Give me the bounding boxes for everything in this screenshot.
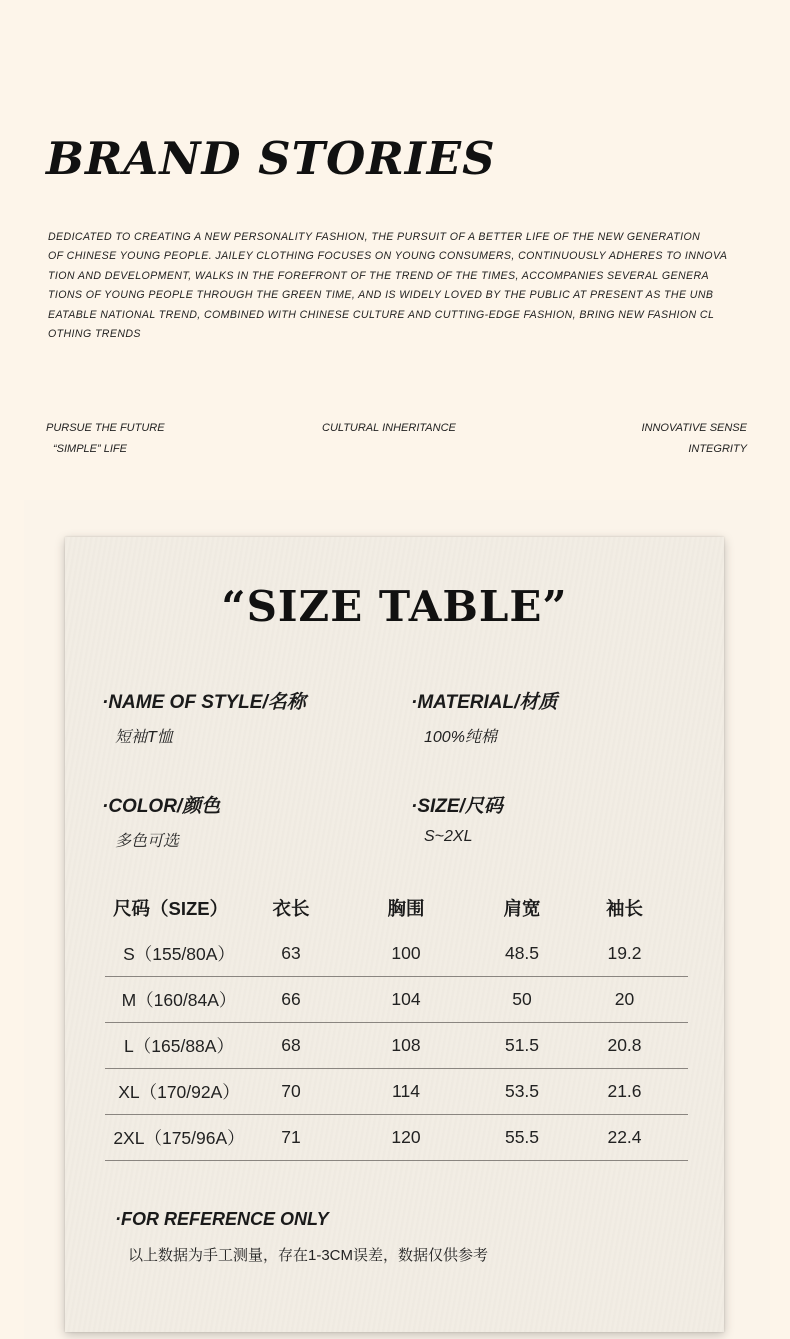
- cell-length: 70: [253, 1069, 329, 1115]
- header-sleeve: 袖长: [605, 898, 643, 919]
- material-label: ·MATERIAL/材质: [411, 692, 558, 713]
- cell-sleeve: 22.4: [561, 1115, 688, 1161]
- size-info: [411, 791, 503, 846]
- style-name-value: 短袖T恤: [115, 729, 173, 746]
- color-label: ·COLOR/颜色: [102, 796, 221, 817]
- table-row: [105, 977, 688, 1023]
- cell-shoulder: 50: [483, 977, 561, 1023]
- cell-length: 68: [253, 1023, 329, 1069]
- cell-size: M（160/84A）: [105, 977, 253, 1023]
- material-info: [411, 687, 557, 747]
- value-left: [46, 418, 165, 460]
- cell-length: 63: [253, 931, 329, 977]
- cell-length: 71: [253, 1115, 329, 1161]
- cell-shoulder: 51.5: [483, 1023, 561, 1069]
- cell-chest: 114: [329, 1069, 483, 1115]
- cell-chest: 108: [329, 1023, 483, 1069]
- cell-size: 2XL（175/96A）: [105, 1115, 253, 1161]
- brand-description-line: OF CHINESE YOUNG PEOPLE. JAILEY CLOTHING FOCUSES ON YOUNG CONSUMERS, CONTINUOUSLY ADHERES TO INNOVA: [48, 250, 728, 263]
- value-integrity: INTEGRITY: [688, 443, 747, 455]
- size-table-card: [65, 537, 724, 1332]
- size-table-title: “SIZE TABLE”: [221, 582, 568, 631]
- style-name-info: [102, 687, 306, 747]
- cell-sleeve: 21.6: [561, 1069, 688, 1115]
- reference-note: [115, 1209, 488, 1265]
- table-row: [105, 1069, 688, 1115]
- value-pursue-future: PURSUE THE FUTURE: [46, 422, 165, 434]
- material-value: 100%纯棉: [424, 729, 497, 746]
- brand-description-line: DEDICATED TO CREATING A NEW PERSONALITY FASHION, THE PURSUIT OF A BETTER LIFE OF THE NEW GENERATION: [48, 231, 701, 243]
- header-length: 衣长: [272, 898, 310, 919]
- cell-chest: 104: [329, 977, 483, 1023]
- cell-shoulder: 48.5: [483, 931, 561, 977]
- cell-length: 66: [253, 977, 329, 1023]
- value-cultural-inheritance: CULTURAL INHERITANCE: [322, 422, 456, 434]
- value-simple-life: “SIMPLE” LIFE: [53, 443, 127, 455]
- table-row: [105, 931, 688, 977]
- color-info: [102, 791, 220, 851]
- brand-description-line: EATABLE NATIONAL TREND, COMBINED WITH CHINESE CULTURE AND CUTTING-EDGE FASHION, BRING NEW FASHION CL: [48, 308, 715, 321]
- value-innovative-sense: INNOVATIVE SENSE: [641, 422, 747, 434]
- cell-size: XL（170/92A）: [105, 1069, 253, 1115]
- table-header-row: [105, 885, 688, 931]
- brand-stories-title: BRAND STORIES: [46, 132, 496, 185]
- cell-sleeve: 20: [561, 977, 688, 1023]
- brand-description-line: OTHING TRENDS: [48, 328, 141, 341]
- header-size: 尺码（SIZE）: [113, 898, 229, 919]
- cell-chest: 100: [329, 931, 483, 977]
- brand-description: [48, 228, 753, 344]
- cell-sleeve: 20.8: [561, 1023, 688, 1069]
- brand-description-line: TIONS OF YOUNG PEOPLE THROUGH THE GREEN TIME, AND IS WIDELY LOVED BY THE PUBLIC AT PRESENT AS THE UNB: [48, 289, 714, 302]
- cell-size: S（155/80A）: [105, 931, 253, 977]
- reference-note-text: 以上数据为手工测量，存在1-3CM误差，数据仅供参考: [128, 1247, 489, 1264]
- cell-sleeve: 19.2: [561, 931, 688, 977]
- header-shoulder: 肩宽: [503, 898, 541, 919]
- reference-note-label: ·FOR REFERENCE ONLY: [115, 1209, 329, 1229]
- color-value: 多色可选: [115, 833, 180, 850]
- size-value: S~2XL: [424, 828, 473, 845]
- cell-size: L（165/88A）: [105, 1023, 253, 1069]
- cell-shoulder: 55.5: [483, 1115, 561, 1161]
- cell-shoulder: 53.5: [483, 1069, 561, 1115]
- style-name-label: ·NAME OF STYLE/名称: [102, 692, 306, 713]
- table-row: [105, 1023, 688, 1069]
- size-table: [105, 885, 688, 1161]
- brand-description-line: TION AND DEVELOPMENT, WALKS IN THE FOREFRONT OF THE TREND OF THE TIMES, ACCOMPANIES SEVERAL GENERA: [48, 269, 709, 282]
- cell-chest: 120: [329, 1115, 483, 1161]
- table-row: [105, 1115, 688, 1161]
- size-label: ·SIZE/尺码: [411, 796, 503, 817]
- header-chest: 胸围: [387, 898, 425, 919]
- value-right: [641, 418, 747, 460]
